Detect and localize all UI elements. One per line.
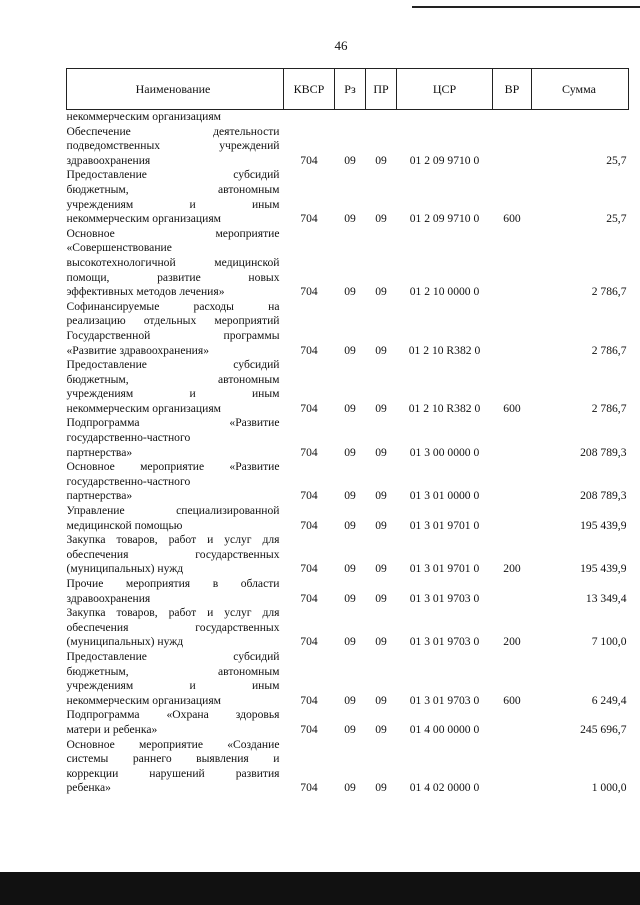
row-name [67, 460, 284, 504]
table-body [67, 110, 629, 796]
row-name-line: партнерства» [66, 445, 133, 459]
row-name-line: ребенка» [66, 781, 111, 795]
row-pr: 09 [375, 781, 387, 795]
row-sum [532, 110, 629, 125]
row-vr [493, 125, 532, 169]
row-csr: 01 3 01 0000 0 [409, 489, 480, 503]
row-name [67, 300, 284, 358]
row-sum: 2 786,7 [591, 343, 627, 357]
row-sum: 6 249,4 [591, 693, 627, 707]
row-kvsr: 704 [300, 343, 318, 357]
row-name-line: Основное мероприятие «Развитие [66, 460, 280, 474]
table-row [67, 110, 629, 125]
row-sum: 7 100,0 [591, 635, 627, 649]
row-sum: 195 439,9 [580, 562, 627, 576]
header-kvsr: КВСР [284, 69, 335, 110]
row-kvsr: 704 [300, 518, 318, 532]
row-kvsr: 704 [300, 693, 318, 707]
row-name [67, 416, 284, 460]
table-row [67, 708, 629, 737]
row-csr [397, 110, 493, 125]
row-pr: 09 [375, 693, 387, 707]
row-name-line: помощи, развитие новых [66, 270, 280, 284]
row-name [67, 358, 284, 416]
row-sum: 195 439,9 [580, 518, 627, 532]
row-rz: 09 [344, 635, 356, 649]
top-rule [412, 6, 640, 8]
row-name [67, 110, 284, 125]
row-kvsr [284, 110, 335, 125]
row-sum: 13 349,4 [585, 591, 627, 605]
row-vr: 600 [503, 693, 521, 707]
row-name [67, 738, 284, 796]
table-row [67, 504, 629, 533]
row-sum: 25,7 [606, 153, 627, 167]
row-csr: 01 3 01 9701 0 [409, 562, 480, 576]
table-row [67, 227, 629, 300]
row-name-line: эффективных методов лечения» [66, 285, 225, 299]
row-name-line: Закупка товаров, работ и услуг для [66, 533, 280, 547]
row-name-line: «Совершенствование [66, 241, 172, 255]
row-kvsr: 704 [300, 153, 318, 167]
row-name-line: Прочие мероприятия в области [66, 577, 280, 590]
row-name-line: Предоставление субсидий [66, 168, 280, 182]
row-name-line: учреждениям и иным [66, 679, 280, 693]
row-rz: 09 [344, 591, 356, 605]
row-kvsr: 704 [300, 722, 318, 736]
row-name-line: партнерства» [66, 489, 133, 503]
row-vr [493, 460, 532, 504]
row-pr [366, 110, 397, 125]
row-rz: 09 [344, 562, 356, 576]
row-name [67, 504, 284, 533]
row-kvsr: 704 [300, 401, 318, 415]
row-rz: 09 [344, 693, 356, 707]
row-pr: 09 [375, 562, 387, 576]
table-row [67, 577, 629, 606]
row-pr: 09 [375, 518, 387, 532]
row-name [67, 168, 284, 226]
row-csr: 01 3 01 9703 0 [409, 591, 480, 605]
row-rz: 09 [344, 781, 356, 795]
row-csr: 01 2 09 9710 0 [409, 153, 480, 167]
header-pr: ПР [366, 69, 397, 110]
row-kvsr: 704 [300, 489, 318, 503]
row-name-line: учреждениям и иным [66, 197, 280, 211]
row-name-line: медицинской помощью [66, 518, 183, 532]
header-rz: Рз [335, 69, 366, 110]
row-sum: 1 000,0 [591, 781, 627, 795]
row-name [67, 227, 284, 300]
row-name-line: некоммерческим организациям [66, 212, 221, 226]
row-name-line: Подпрограмма «Развитие [66, 416, 280, 430]
row-rz: 09 [344, 489, 356, 503]
row-kvsr: 704 [300, 212, 318, 226]
row-sum: 245 696,7 [580, 722, 627, 736]
row-vr: 600 [503, 401, 521, 415]
scan-bottom-edge [0, 872, 640, 905]
row-name-line: коррекции нарушений развития [66, 766, 280, 780]
row-name-line: государственно-частного [66, 431, 191, 445]
header-csr: ЦСР [397, 69, 493, 110]
row-rz [335, 110, 366, 125]
row-vr [493, 738, 532, 796]
row-pr: 09 [375, 489, 387, 503]
row-csr: 01 3 01 9703 0 [409, 635, 480, 649]
row-name [67, 606, 284, 650]
row-rz: 09 [344, 401, 356, 415]
row-name-line: обеспечения государственных [66, 620, 280, 634]
row-csr: 01 3 01 9703 0 [409, 693, 480, 707]
row-name-line: Основное мероприятие «Создание [66, 737, 280, 751]
table-row [67, 650, 629, 708]
table-row [67, 606, 629, 650]
table-row [67, 738, 629, 796]
row-kvsr: 704 [300, 285, 318, 299]
row-sum: 2 786,7 [591, 285, 627, 299]
row-kvsr: 704 [300, 781, 318, 795]
row-name-line: Предоставление субсидий [66, 358, 280, 372]
row-name-line: учреждениям и иным [66, 387, 280, 401]
row-csr: 01 4 02 0000 0 [409, 781, 480, 795]
row-rz: 09 [344, 153, 356, 167]
row-rz: 09 [344, 445, 356, 459]
row-name-line: некоммерческим организациям [66, 693, 221, 707]
row-name [67, 125, 284, 169]
row-pr: 09 [375, 343, 387, 357]
row-csr: 01 2 10 0000 0 [409, 285, 480, 299]
row-pr: 09 [375, 401, 387, 415]
row-csr: 01 3 01 9701 0 [409, 518, 480, 532]
row-name-line: Закупка товаров, работ и услуг для [66, 606, 280, 620]
table-row [67, 460, 629, 504]
row-name-line: (муниципальных) нужд [66, 635, 184, 649]
row-name-line: «Развитие здравоохранения» [66, 343, 210, 357]
row-sum: 2 786,7 [591, 401, 627, 415]
page-number: 46 [334, 38, 348, 53]
row-name-line: здравоохранения [66, 591, 151, 605]
row-name-line: Управление специализированной [66, 504, 280, 518]
row-pr: 09 [375, 591, 387, 605]
row-kvsr: 704 [300, 635, 318, 649]
row-sum: 208 789,3 [580, 445, 627, 459]
row-pr: 09 [375, 285, 387, 299]
row-name-line: некоммерческим организациям [66, 110, 221, 123]
row-name-line: некоммерческим организациям [66, 401, 221, 415]
row-rz: 09 [344, 285, 356, 299]
table-row [67, 533, 629, 577]
row-name-line: здравоохранения [66, 153, 151, 167]
row-name-line: бюджетным, автономным [66, 664, 280, 678]
table-row [67, 358, 629, 416]
row-vr: 200 [503, 562, 521, 576]
row-name-line: Предоставление субсидий [66, 649, 280, 663]
table-row [67, 416, 629, 460]
row-kvsr: 704 [300, 562, 318, 576]
row-name [67, 708, 284, 737]
row-name-line: бюджетным, автономным [66, 182, 280, 196]
row-vr [493, 577, 532, 606]
row-name-line: государственно-частного [66, 474, 191, 488]
row-pr: 09 [375, 445, 387, 459]
row-kvsr: 704 [300, 591, 318, 605]
row-name-line: (муниципальных) нужд [66, 562, 184, 576]
row-vr [493, 708, 532, 737]
row-name-line: Подпрограмма «Охрана здоровья [66, 708, 280, 722]
row-name-line: подведомственных учреждений [66, 139, 280, 153]
row-rz: 09 [344, 722, 356, 736]
table-row [67, 168, 629, 226]
row-csr: 01 3 00 0000 0 [409, 445, 480, 459]
header-sum: Сумма [532, 69, 629, 110]
row-pr: 09 [375, 212, 387, 226]
row-csr: 01 2 10 R382 0 [408, 343, 481, 357]
table-header-row [67, 69, 629, 110]
row-csr: 01 4 00 0000 0 [409, 722, 480, 736]
row-vr: 200 [503, 635, 521, 649]
row-name-line: матери и ребенка» [66, 722, 158, 736]
row-vr: 600 [503, 212, 521, 226]
row-vr [493, 110, 532, 125]
row-name-line: реализацию отдельных мероприятий [66, 314, 280, 328]
row-sum: 25,7 [606, 212, 627, 226]
row-name-line: Обеспечение деятельности [66, 124, 280, 138]
row-vr [493, 227, 532, 300]
row-name-line: бюджетным, автономным [66, 372, 280, 386]
row-name-line: Основное мероприятие [66, 226, 280, 240]
row-pr: 09 [375, 722, 387, 736]
row-rz: 09 [344, 343, 356, 357]
row-pr: 09 [375, 635, 387, 649]
row-vr [493, 416, 532, 460]
row-name-line: Софинансируемые расходы на [66, 299, 280, 313]
table-row [67, 300, 629, 358]
row-sum: 208 789,3 [580, 489, 627, 503]
row-name [67, 533, 284, 577]
row-name [67, 650, 284, 708]
row-vr [493, 504, 532, 533]
table-row [67, 125, 629, 169]
row-rz: 09 [344, 518, 356, 532]
row-vr [493, 300, 532, 358]
row-rz: 09 [344, 212, 356, 226]
row-name-line: высокотехнологичной медицинской [66, 255, 280, 269]
budget-table [66, 68, 629, 796]
header-name: Наименование [67, 69, 284, 110]
row-name-line: обеспечения государственных [66, 547, 280, 561]
row-kvsr: 704 [300, 445, 318, 459]
row-pr: 09 [375, 153, 387, 167]
row-name-line: системы раннего выявления и [66, 752, 280, 766]
row-csr: 01 2 10 R382 0 [408, 401, 481, 415]
row-name [67, 577, 284, 606]
header-vr: ВР [493, 69, 532, 110]
row-name-line: Государственной программы [66, 328, 280, 342]
row-csr: 01 2 09 9710 0 [409, 212, 480, 226]
